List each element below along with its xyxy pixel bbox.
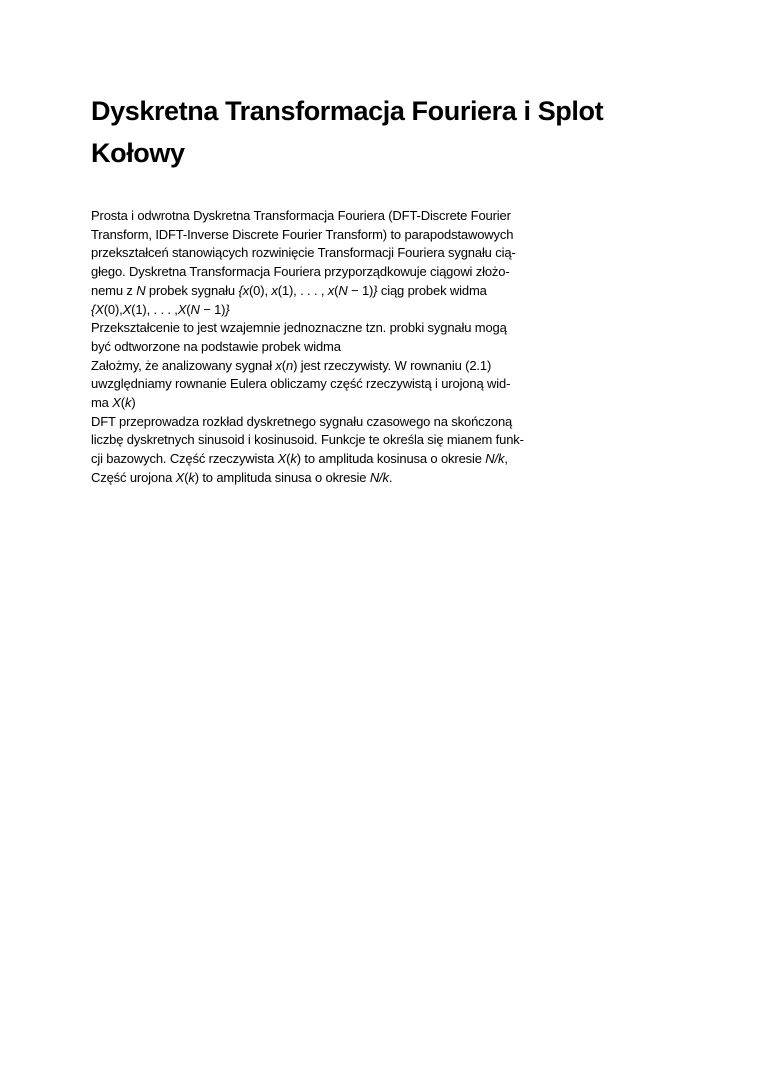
body-text-line (91, 469, 591, 488)
text-segment: ) to amplituda kosinusa o okresie (296, 451, 486, 467)
body-text-line (91, 282, 591, 301)
text-segment: ) (131, 395, 136, 411)
math-symbol: k (188, 469, 195, 485)
math-symbol: } (373, 282, 378, 298)
body-text-line (91, 319, 591, 338)
math-symbol: } (225, 301, 230, 317)
text-segment: Część urojona (91, 469, 176, 485)
body-text-line (91, 263, 591, 282)
text-segment: przekształceń stanowiących rozwinięcie Transformacji Fouriera sygnału cią- (91, 245, 516, 261)
document-title: Dyskretna Transformacja Fouriera i Splot Kołowy (91, 96, 604, 168)
text-segment: probek sygnału (145, 282, 239, 298)
text-segment: Transform, IDFT-Inverse Discrete Fourier Transform) to parapodstawowych (91, 226, 514, 242)
document-body (91, 207, 591, 488)
text-segment: (0), (103, 301, 123, 317)
text-segment: nemu z (91, 282, 137, 298)
math-symbol: k (290, 451, 297, 467)
math-symbol: N (338, 282, 348, 298)
text-segment: ma (91, 395, 113, 411)
body-text-line (91, 244, 591, 263)
text-segment: Prosta i odwrotna Dyskretna Transformacja Fouriera (DFT-Discrete Fourier (91, 208, 511, 223)
math-symbol: n (285, 357, 294, 373)
math-symbol: N (136, 282, 146, 298)
math-symbol: N (190, 301, 200, 317)
math-symbol: k (124, 395, 132, 411)
math-symbol: x (275, 357, 282, 373)
text-segment: głego. Dyskretna Transformacja Fouriera przyporządkowuje ciągowi złożo- (91, 264, 510, 280)
math-symbol: {X (91, 301, 104, 317)
text-segment: cji bazowych. Część rzeczywista (91, 451, 278, 467)
text-segment: (1), . . . , (131, 301, 178, 317)
text-segment: ( (186, 301, 191, 317)
text-segment: − 1) (347, 282, 374, 298)
body-text-line (91, 338, 591, 357)
math-symbol: x (271, 282, 278, 298)
text-segment: (0), (249, 282, 272, 298)
text-segment: − 1) (199, 301, 226, 317)
body-text-line (91, 394, 591, 413)
math-symbol: X (277, 451, 287, 467)
text-segment: uwzględniamy rownanie Eulera obliczamy część rzeczywistą i urojoną wid- (91, 376, 511, 392)
body-text-line (91, 357, 591, 376)
math-symbol: X (112, 395, 121, 411)
text-segment: , (504, 451, 508, 467)
body-text-line (91, 413, 591, 432)
math-symbol: N/k (369, 469, 389, 485)
text-segment: (1), . . . , (277, 282, 328, 298)
text-segment: ) to amplituda sinusa o okresie (194, 469, 370, 485)
math-symbol: N/k (485, 451, 505, 467)
text-segment: być odtworzone na podstawie probek widma (91, 338, 341, 354)
text-segment: ( (184, 469, 189, 485)
body-text-line (91, 301, 591, 320)
text-segment: DFT przeprowadza rozkład dyskretnego sygnału czasowego na skończoną (91, 413, 513, 429)
text-segment: ( (281, 357, 286, 373)
text-segment: Założmy, że analizowany sygnał (91, 357, 276, 373)
math-symbol: x (327, 282, 335, 298)
math-symbol: X (177, 301, 187, 317)
text-segment: . (388, 469, 393, 485)
body-text-line (91, 226, 591, 245)
text-segment: Przekształcenie to jest wzajemnie jednoznaczne tzn. probki sygnału mogą (91, 320, 507, 336)
body-text-line (91, 375, 591, 394)
body-text-line (91, 431, 591, 450)
math-symbol: X (175, 469, 185, 485)
text-segment: liczbę dyskretnych sinusoid i kosinusoid. Funkcje te określa się mianem funk- (91, 432, 524, 448)
text-segment: ( (286, 451, 291, 467)
text-segment: ( (334, 282, 339, 298)
math-symbol: {x (238, 282, 249, 298)
text-segment: ( (120, 395, 125, 411)
text-segment: ciąg probek widma (377, 282, 487, 298)
text-segment: ) jest rzeczywisty. W rownaniu (2.1) (293, 357, 492, 373)
body-text-line (91, 207, 591, 226)
body-text-line (91, 450, 591, 469)
math-symbol: X (122, 301, 132, 317)
